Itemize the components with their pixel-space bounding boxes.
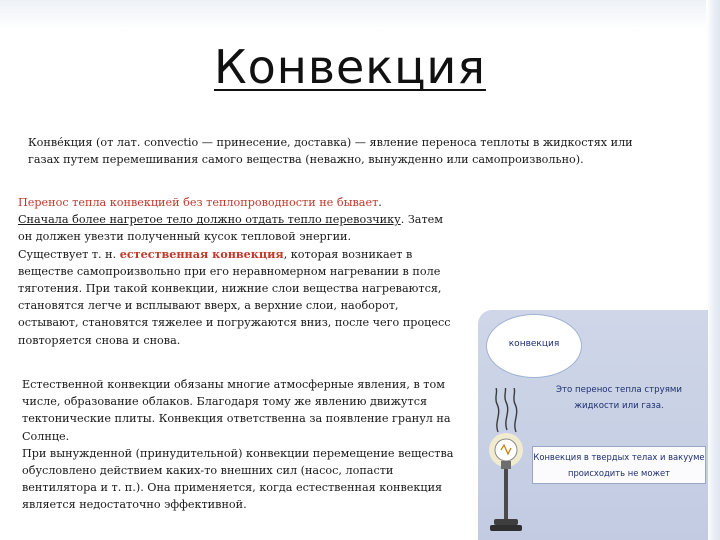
convection-description-paragraph [18,194,458,349]
convection-examples-paragraph [22,376,462,514]
ellipse-label: конвекция [508,339,560,349]
statement-no-conduction: Перенос тепла конвекцией без теплопроводности не бывает [18,196,379,209]
intro-text: (от лат. convectio — принесение, доставка) — явление переноса теплоты в жидкостях или газах путем перемешивания самого вещества (неважно, вынужденно или самопроизвольно). [28,136,633,167]
statement-no-conduction-end: . [378,196,382,209]
natural-convection-intro: Существует т. н. [18,247,120,261]
statement-transfer-end: . [400,213,405,227]
natural-convection-term: естественная конвекция [119,246,284,261]
right-edge-decoration [706,0,720,540]
top-gradient-strip [0,0,720,30]
natural-convection-examples: Естественной конвекции обязаны многие атмосферные явления, в том числе, образование облаков. Благодаря тому же явлению движутся тектонические плиты. Конвекция ответственна за появление гранул на Солнце. [22,378,451,443]
forced-convection-description: При вынужденной (принудительной) конвекции перемещение вещества обусловлено действием каких-то внешних сил (насос, лопасти вентилятора и т. п.). Она применяется, когда естественная конвекция является недостаточно эффективной. [22,446,454,512]
statement-transfer: Сначала более нагретое тело должно отдать тепло перевозчику [18,213,401,227]
illustration-caption-definition: Это перенос тепла струями жидкости или газа. [556,385,682,411]
intro-term: Конве́кция [28,136,93,149]
statement-carry-energy: Затем он должен увезти полученный кусок тепловой энергии. [18,213,443,244]
illustration-caption-box [532,446,706,484]
page-title: Конвекция [214,40,486,94]
lamp-with-rising-air-icon [484,388,530,538]
intro-paragraph [28,134,638,168]
convection-label-ellipse [486,314,582,378]
illustration-caption-solids-vacuum: Конвекция в твердых телах и вакууме происходить не может [533,452,705,478]
natural-convection-description: , которая возникает в веществе самопроизвольно при его неравномерном нагревании в поле тяготения. При такой конвекции, нижние слои вещества нагреваются, становятся легче и всплывают вверх, а верхние слои, наоборот, остывают, становятся тяжелее и погружаются вниз, после чего процесс повторяется снова и снова. [18,247,451,347]
convection-illustration [478,310,708,540]
